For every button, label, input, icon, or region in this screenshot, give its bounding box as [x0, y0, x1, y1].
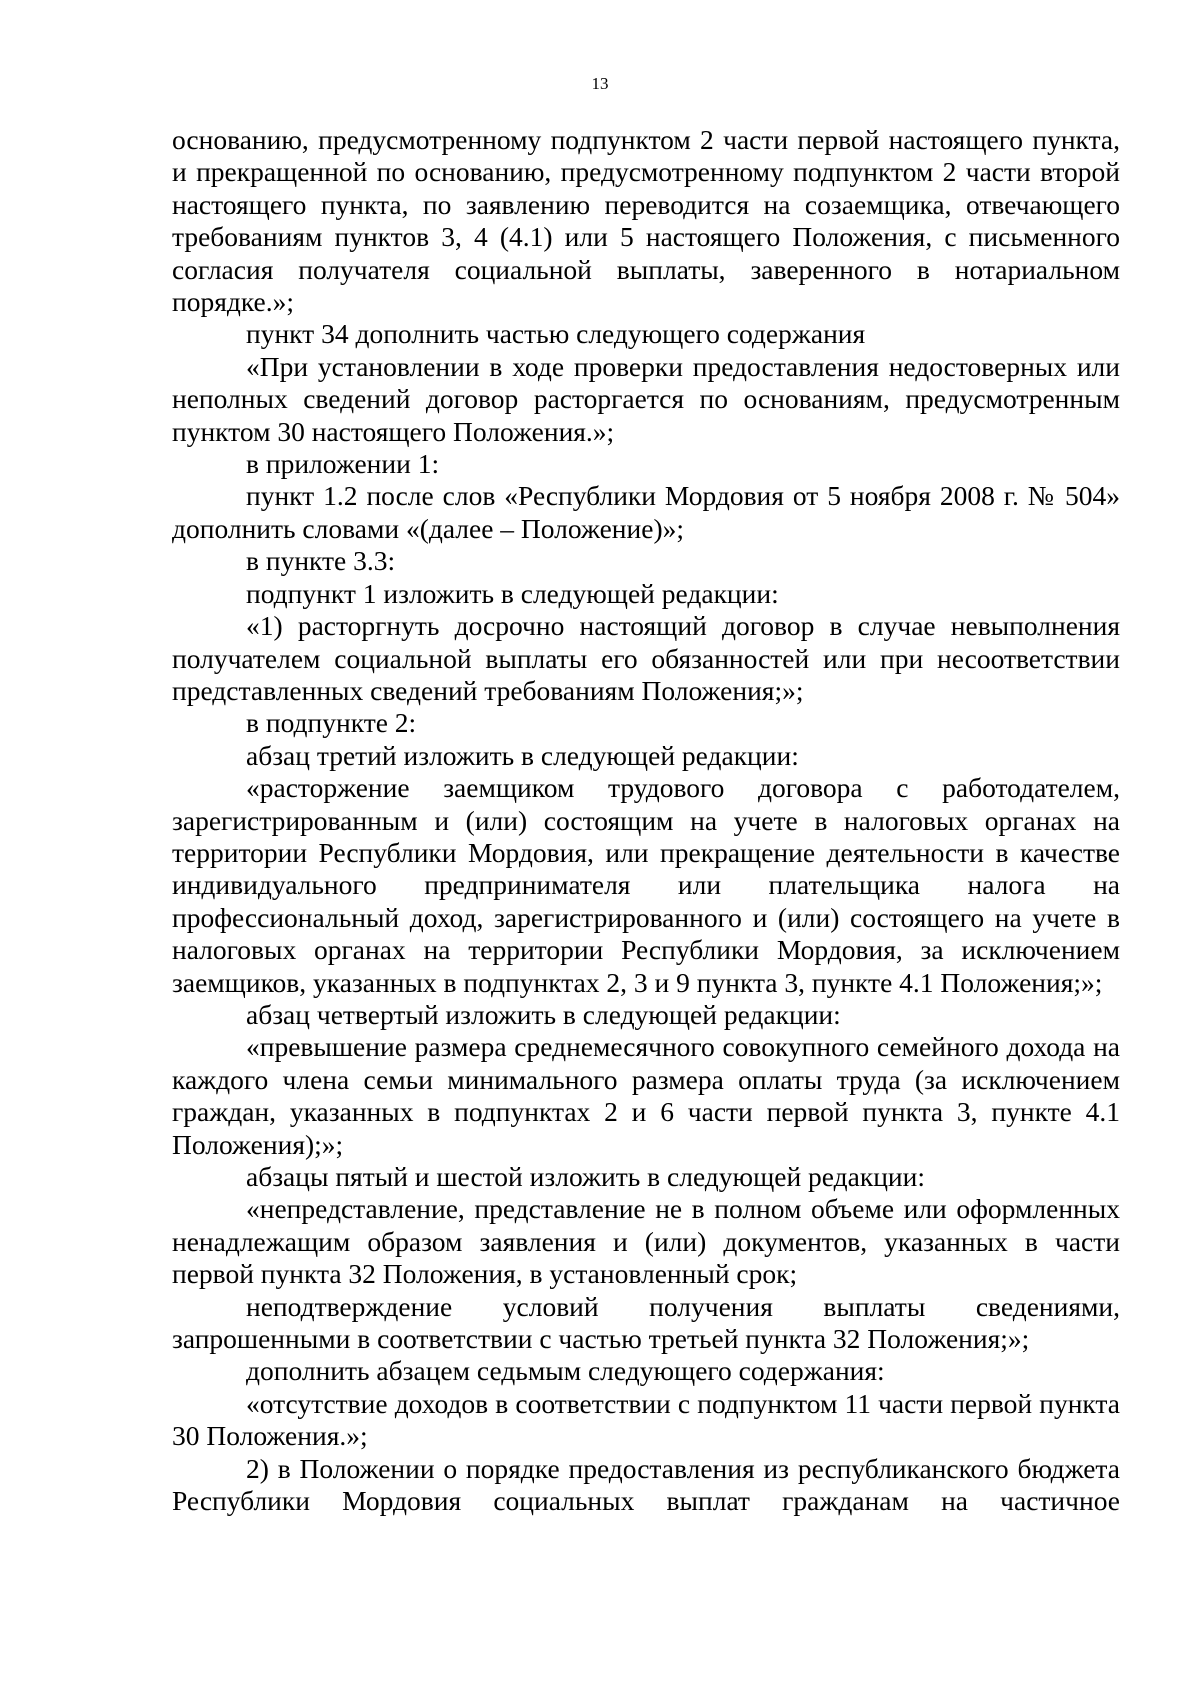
paragraph: «1) расторгнуть досрочно настоящий договор в случае невыполнения получателем социальной выплаты его обязанностей или при несоответствии представленных сведений требованиям Положения;»;: [172, 610, 1120, 706]
paragraph: «отсутствие доходов в соответствии с подпунктом 11 части первой пункта 30 Положения.»;: [172, 1387, 1120, 1452]
paragraph: в пункте 3.3:: [246, 545, 396, 577]
paragraph: абзац третий изложить в следующей редакции:: [246, 739, 799, 771]
paragraph: пункт 34 дополнить частью следующего содержания: [246, 318, 866, 350]
paragraph: неподтверждение условий получения выплаты сведениями, запрошенными в соответствии с частью третьей пункта 32 Положения;»;: [172, 1290, 1120, 1355]
paragraph-continued-next-page: 2) в Положении о порядке предоставления из республиканского бюджета Республики Мордовия социальных выплат гражданам на частичное: [172, 1452, 1120, 1517]
paragraph-continuation: основанию, предусмотренному подпунктом 2 части первой настоящего пункта, и прекращенной по основанию, предусмотренному подпунктом 2 части второй настоящего пункта, по заявлению переводится на созаемщика, отвечающего требованиям пунктов 3, 4 (4.1) или 5 настоящего Положения, с письменного согласия получателя социальной выплаты, заверенного в нотариальном порядке.»;: [172, 124, 1120, 318]
document-body: [172, 124, 1120, 1517]
paragraph: «непредставление, представление не в полном объеме или оформленных ненадлежащим образом заявления и (или) документов, указанных в части первой пункта 32 Положения, в установленный срок;: [172, 1193, 1120, 1290]
paragraph: подпункт 1 изложить в следующей редакции:: [246, 577, 779, 609]
paragraph: в подпункте 2:: [246, 707, 417, 739]
paragraph: «расторжение заемщиком трудового договора с работодателем, зарегистрированным и (или) состоящим на учете в налоговых органах на территории Республики Мордовия, или прекращение деятельности в качестве индивидуального предпринимателя или плательщика налога на профессиональный доход, зарегистрированного и (или) состоящего на учете в налоговых органах на территории Республики Мордовия, за исключением заемщиков, указанных в подпунктах 2, 3 и 9 пункта 3, пункте 4.1 Положения;»;: [172, 772, 1120, 998]
paragraph: абзацы пятый и шестой изложить в следующей редакции:: [246, 1161, 926, 1192]
paragraph: пункт 1.2 после слов «Республики Мордовия от 5 ноября 2008 г. № 504» дополнить словами «(далее – Положение)»;: [172, 480, 1120, 544]
paragraph: «При установлении в ходе проверки предоставления недостоверных или неполных сведений договор расторгается по основаниям, предусмотренным пунктом 30 настоящего Положения.»;: [172, 350, 1120, 447]
paragraph: дополнить абзацем седьмым следующего содержания:: [246, 1355, 885, 1387]
paragraph: в приложении 1:: [246, 448, 440, 480]
page-number: 13: [591, 74, 609, 93]
paragraph: абзац четвертый изложить в следующей редакции:: [246, 998, 841, 1030]
paragraph: «превышение размера среднемесячного совокупного семейного дохода на каждого члена семьи минимального размера оплаты труда (за исключением граждан, указанных в подпунктах 2 и 6 части первой пункта 3, пункте 4.1 Положения);»;: [172, 1031, 1120, 1160]
